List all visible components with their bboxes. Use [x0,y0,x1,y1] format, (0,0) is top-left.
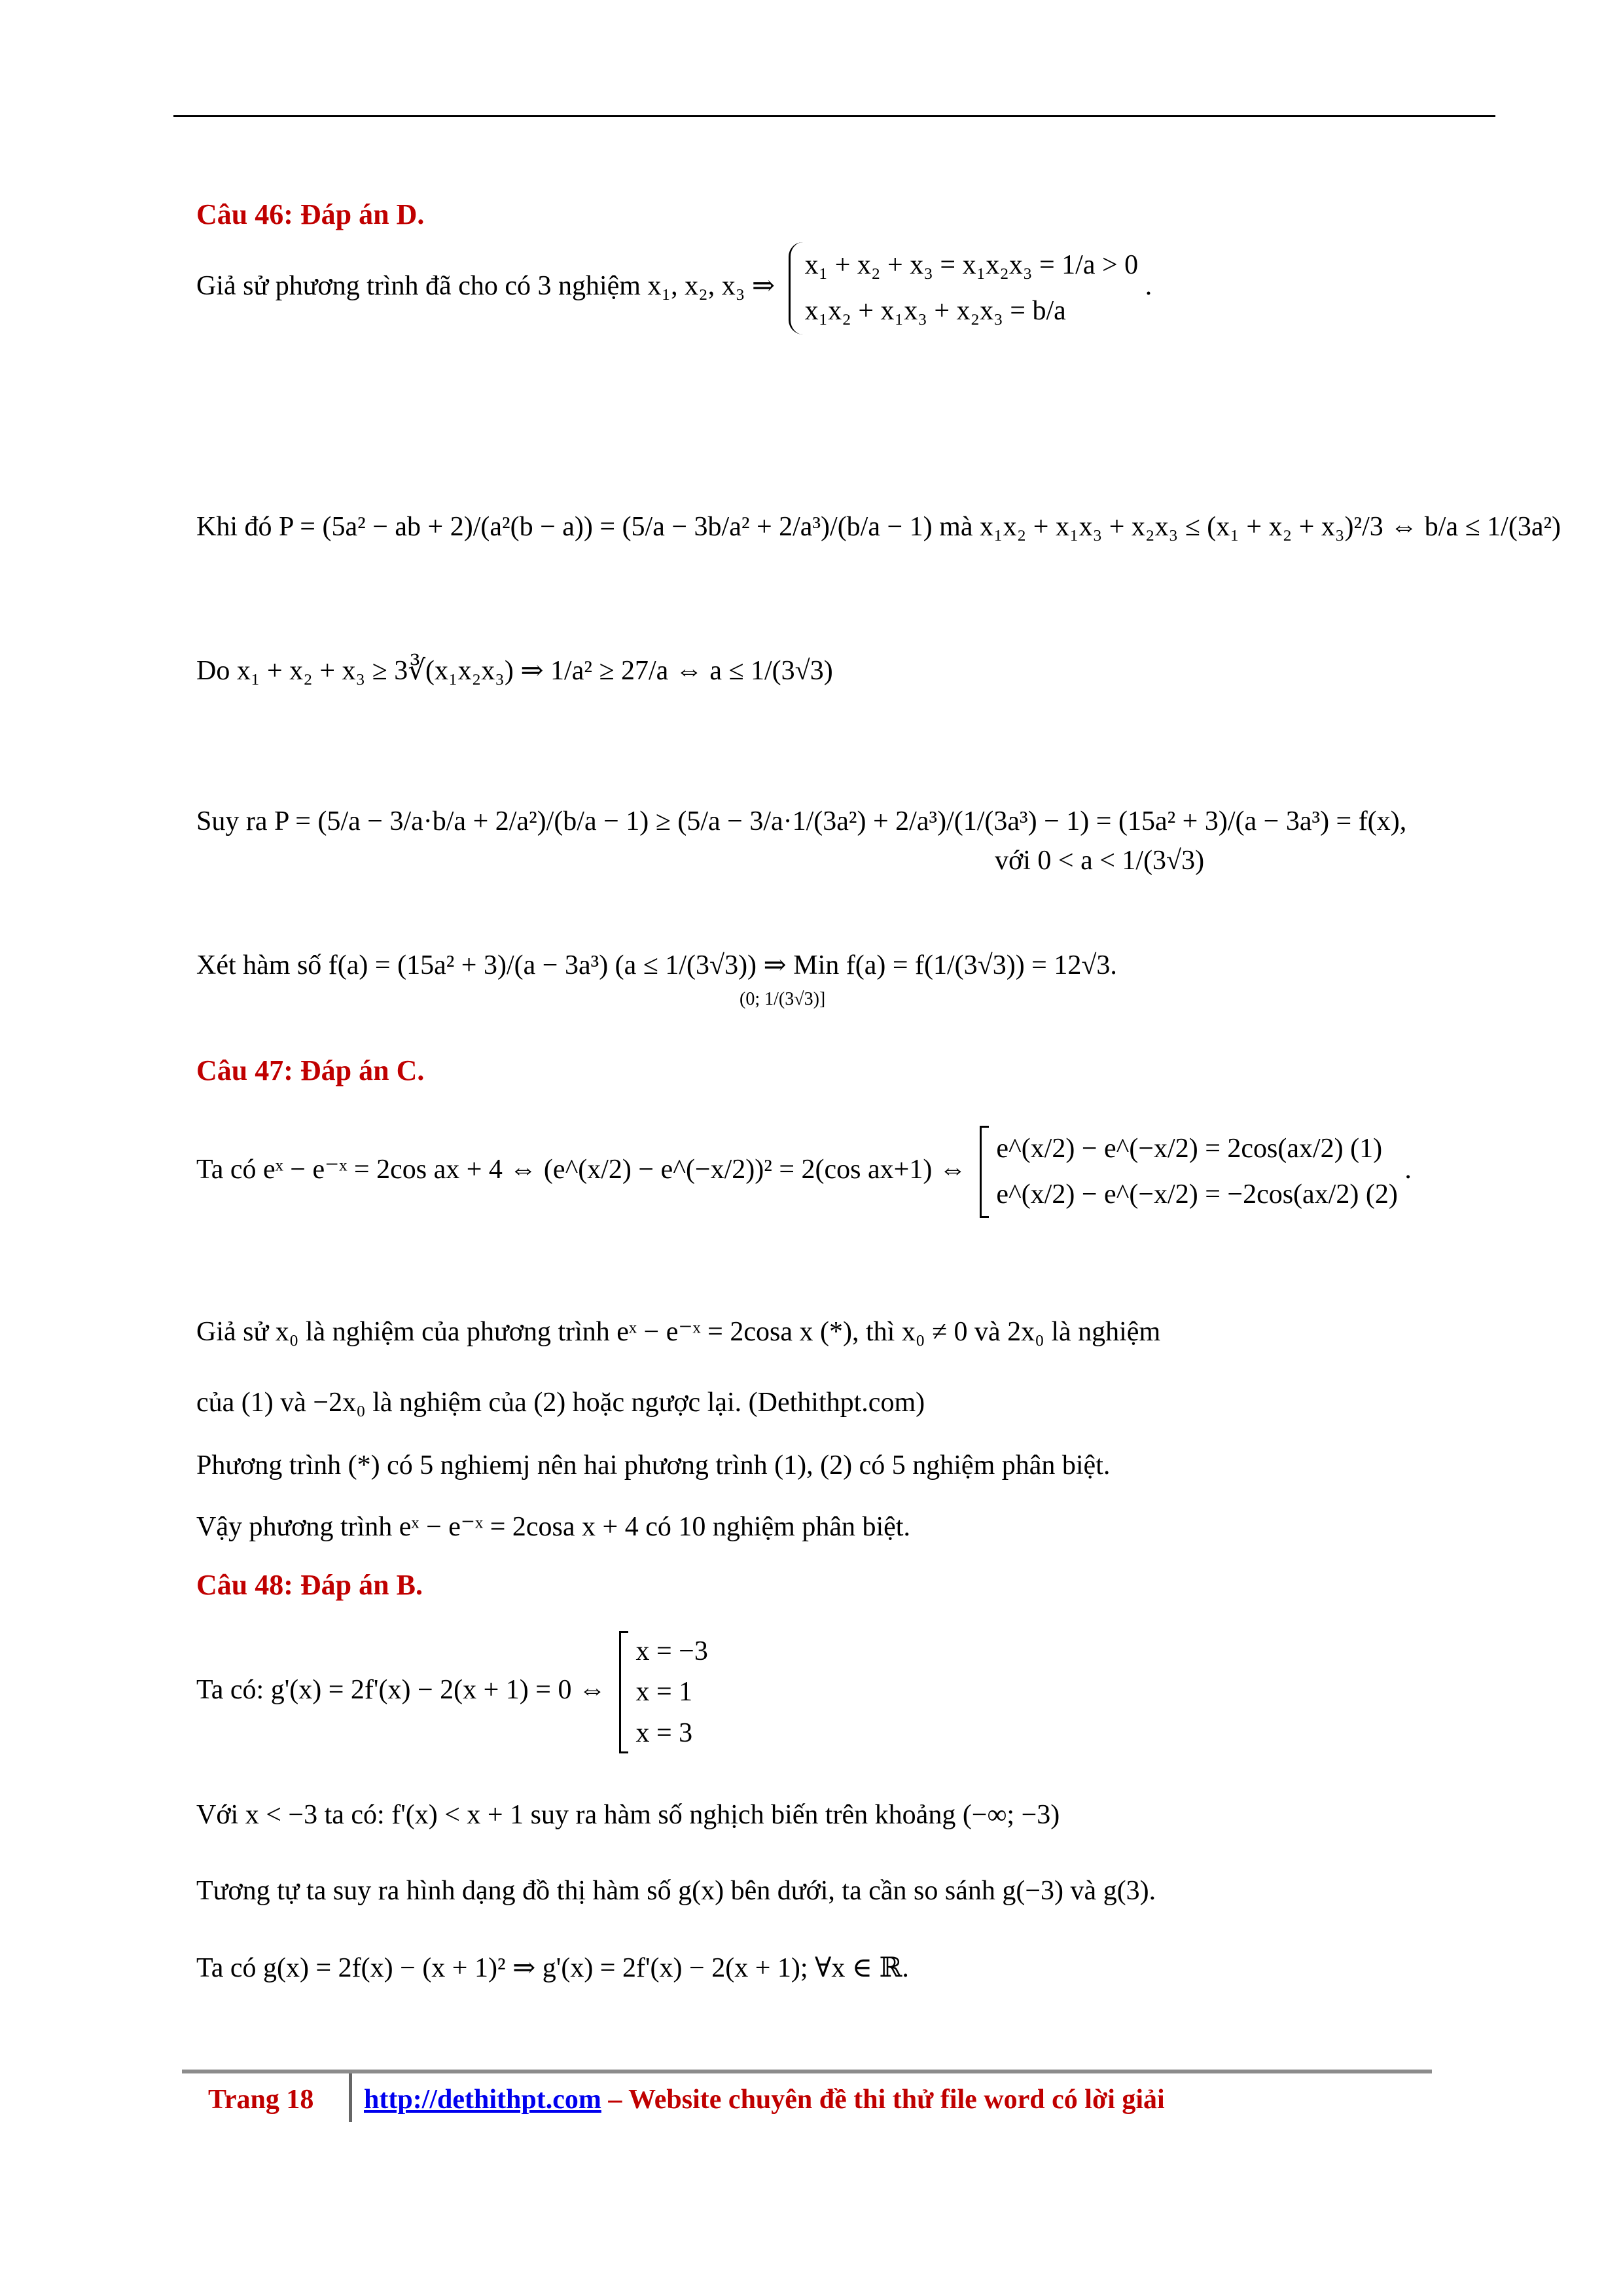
q48-roots [619,1631,707,1753]
q47-line2-b: −2x₀ [313,1388,366,1418]
q47-heading: Câu 47: Đáp án C. [196,1054,425,1086]
q46-ma-label: mà [939,512,973,542]
q48-tuong-tu-d: g(−3) [1002,1876,1064,1906]
q48-voi-a: Với [196,1800,239,1830]
q46-do-line [196,655,833,687]
q47-line1-e: x₀ ≠ 0 [901,1317,968,1347]
q46-ma-expr: x₁x₂ + x₁x₃ + x₂x₃ ≤ (x₁ + x₂ + x₃)²/3 ⇔ b/a ≤ 1/(3a²) [979,512,1561,542]
q48-last-label: Ta có [196,1953,257,1983]
q46-suy-ra-expr: P = (5/a − 3/a·b/a + 2/a²)/(b/a − 1) ≥ (5/a − 3/a·1/(3a²) + 2/a³)/(1/(3a³) − 1) = (15a² + 3)/(a − 3a³) = f(x), [274,806,1407,836]
q46-heading: Câu 46: Đáp án D. [196,198,425,230]
q47-case2: e^(x/2) − e^(−x/2) = −2cos(ax/2) (2) [996,1179,1398,1210]
footer-text [364,2084,1165,2115]
q48-tuong-tu-a: Tương tự ta suy ra hình dạng đồ thị hàm số [196,1876,671,1906]
footer-link[interactable]: http://dethithpt.com [364,2085,601,2115]
q46-suy-ra-line [196,805,1406,838]
q47-line2-a: của (1) và [196,1388,306,1418]
q48-ta-co-line [196,1631,708,1753]
q47-line1 [196,1316,1160,1348]
q47-ta-co-expr: eˣ − e⁻ˣ = 2cos ax + 4 ⇔ (e^(x/2) − e^(−x/2))² = 2(cos ax+1) ⇔ [263,1155,967,1185]
q48-voi-f: (−∞; −3) [962,1800,1060,1830]
q48-root2: x = 1 [635,1677,693,1708]
q46-voi-label: với [995,846,1031,876]
q48-root3: x = 3 [635,1717,693,1748]
q48-voi-e: suy ra hàm số nghịch biến trên khoảng [530,1800,956,1830]
q48-tuong-tu-b: g(x) [678,1876,724,1906]
q46-min-domain: (0; 1/(3√3)] [740,989,826,1009]
q46-xet-expr: f(a) = (15a² + 3)/(a − 3a³) (a ≤ 1/(3√3)) ⇒ Min f(a) = f(1/(3√3)) = 12√3. [328,950,1117,980]
q47-line1-c: eˣ − e⁻ˣ = 2cosa x [616,1317,813,1347]
q47-line3: Phương trình (*) có 5 nghiemj nên hai phương trình (1), (2) có 5 nghiệm phân biệt. [196,1450,1111,1480]
footer-page-number: Trang 18 [208,2085,314,2115]
q46-xet-line [196,949,1117,982]
q46-khi-do-expr: P = (5a² − ab + 2)/(a²(b − a)) = (5/a − 3b/a² + 2/a³)/(b/a − 1) [279,512,933,542]
q47-line1-a: Giả sử [196,1317,269,1347]
q48-tuong-tu-c: bên dưới, ta cần so sánh [730,1876,995,1906]
q47-ta-co-line: Ta có eˣ − e⁻ˣ = 2cos ax + 4 ⇔ (e^(x/2) − e^(−x/2))² = 2(cos ax+1) ⇔ e^(x/2) − e^(−x/2) = 2cos(ax/2) (1) e^(x/2) − e^(−x/2) = −2cos(ax/2) (2) . [196,1126,1412,1218]
q46-khi-do-line [196,511,1561,543]
q46-vieta-system [789,242,1139,334]
q48-ta-co-label: Ta có: [196,1675,264,1706]
footer-divider [349,2073,352,2122]
q46-voi-expr: 0 < a < 1/(3√3) [1037,846,1205,876]
q48-voi-d: f'(x) < x + 1 [391,1800,524,1830]
q46-do-label: Do [196,656,230,686]
q46-intro-text: Giả sử phương trình đã cho có 3 nghiệm [196,271,641,302]
header-rule [173,115,1495,117]
q46-voi-line [995,844,1204,877]
q48-voi-c: ta có: [324,1800,385,1830]
q46-khi-do-label: Khi đó [196,512,272,542]
q47-line4-c: có 10 nghiệm phân biệt. [645,1512,910,1542]
q48-tuong-tu-line [196,1874,1156,1907]
q47-case1: e^(x/2) − e^(−x/2) = 2cos(ax/2) (1) [996,1134,1383,1164]
q48-voi-line [196,1799,1060,1831]
q46-roots-line: Giả sử phương trình đã cho có 3 nghiệm x₁, x₂, x₃ ⇒ x₁ + x₂ + x₃ = x₁x₂x₃ = 1/a > 0 x₁x₂ + x₁x₃ + x₂x₃ = b/a . [196,242,1152,334]
q46-do-expr: x₁ + x₂ + x₃ ≥ 3∛(x₁x₂x₃) ⇒ 1/a² ≥ 27/a ⇔ a ≤ 1/(3√3) [236,656,833,686]
q47-line2-c: là nghiệm của (2) hoặc ngược lại. (Dethithpt.com) [372,1388,925,1418]
q46-xet-label: Xét hàm số [196,950,322,980]
q46-vieta-eq2: x₁x₂ + x₁x₃ + x₂x₃ = b/a [804,296,1066,327]
q47-line4 [196,1511,910,1543]
q48-last-expr: g(x) = 2f(x) − (x + 1)² ⇒ g'(x) = 2f'(x) − 2(x + 1); ∀x ∈ ℝ. [263,1953,909,1983]
q46-roots: x₁, x₂, x₃ ⇒ [647,271,776,302]
q47-line2 [196,1386,925,1419]
q46-vieta-eq1: x₁ + x₂ + x₃ = x₁x₂x₃ = 1/a > 0 [804,250,1139,280]
q47-line4-a: Vậy phương trình [196,1512,393,1542]
q46-suy-ra-label: Suy ra [196,806,268,836]
q47-line1-b: x₀ là nghiệm của phương trình [275,1317,610,1347]
q48-last-line [196,1952,909,1984]
q48-ta-co-expr: g'(x) = 2f'(x) − 2(x + 1) = 0 ⇔ [270,1675,606,1706]
q47-ta-co-label: Ta có [196,1155,257,1185]
q47-line1-g: 2x₀ [1007,1317,1044,1347]
q48-tuong-tu-e: và [1070,1876,1097,1906]
q47-line1-f: và [974,1317,1001,1347]
q48-tuong-tu-f: g(3). [1103,1876,1156,1906]
q47-cases [980,1126,1397,1218]
q48-heading: Câu 48: Đáp án B. [196,1569,423,1601]
q48-root1: x = −3 [635,1636,708,1666]
footer-rule [182,2070,1432,2073]
q47-line1-d: (*), thì [820,1317,895,1347]
q47-line1-h: là nghiệm [1051,1317,1161,1347]
q47-line4-b: eˣ − e⁻ˣ = 2cosa x + 4 [399,1512,639,1542]
q48-voi-b: x < −3 [245,1800,318,1830]
footer-tagline: – Website chuyên đề thi thử file word có lời giải [601,2085,1165,2115]
